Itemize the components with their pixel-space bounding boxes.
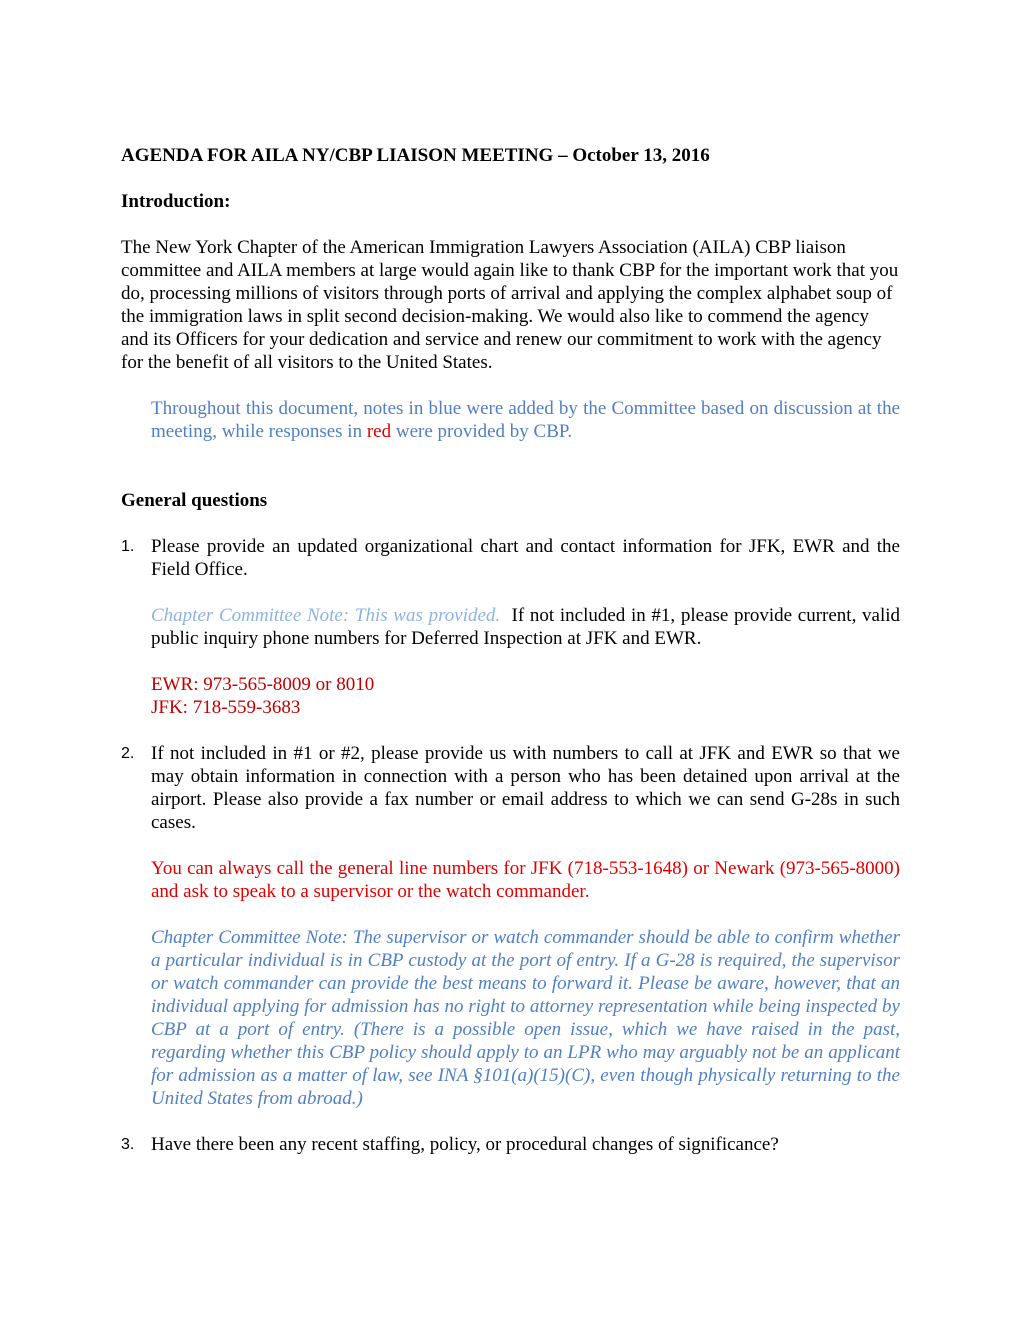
general-questions-heading: General questions	[121, 490, 268, 511]
item-question: Have there been any recent staffing, policy, or procedural changes of significance?	[151, 1134, 779, 1155]
cbp-response: You can always call the general line numbers for JFK (718-553-1648) or Newark (973-565-8000) and ask to speak to a supervisor or the watch commander.	[151, 858, 900, 902]
legend-text-end: were provided by CBP.	[391, 421, 573, 442]
color-legend	[151, 397, 900, 443]
intro-paragraph: The New York Chapter of the American Immigration Lawyers Association (AILA) CBP liaison committee and AILA members at large would again like to thank CBP for the important work that you do, processing millions of visitors through ports of arrival and applying the complex alphabet soup of the immigration laws in split second decision-making. We would also like to commend the agency and its Officers for your dedication and service and renew our commitment to work with the agency for the benefit of all visitors to the United States.	[121, 237, 899, 373]
item-followup	[151, 604, 905, 650]
intro-heading: Introduction:	[121, 191, 231, 212]
followup-text: If not included in #1, please provide current, valid public inquiry phone numbers for Deferred Inspection at JFK and EWR.	[151, 605, 905, 649]
item-number: 3.	[121, 1136, 135, 1153]
committee-note: Chapter Committee Note: The supervisor or watch commander should be able to confirm whether a particular individual is in CBP custody at the port of entry. If a G-28 is required, the supervisor or watch commander can provide the best means to forward it. Please be aware, however, that an individual applying for admission has no right to attorney representation while being inspected by CBP at a port of entry. (There is a possible open issue, which we have raised in the past, regarding whether this CBP policy should apply to an LPR who may arguably not be an applicant for admission as a matter of law, see INA §101(a)(15)(C), even though physically returning to the United States from abroad.)	[151, 927, 900, 1109]
cbp-response-line: EWR: 973-565-8009 or 8010	[151, 674, 375, 695]
cbp-response-line: JFK: 718-559-3683	[151, 697, 301, 718]
agenda-item-2	[121, 742, 900, 1110]
document-page	[121, 144, 905, 1156]
committee-note: Chapter Committee Note: This was provided.	[151, 605, 501, 626]
agenda-item-1	[121, 535, 905, 719]
legend-text: Throughout this document, notes in blue were added by the Committee based on discussion at the meeting, while responses in	[151, 398, 900, 442]
item-number: 2.	[121, 745, 135, 762]
item-number: 1.	[121, 538, 135, 555]
document-title: AGENDA FOR AILA NY/CBP LIAISON MEETING – October 13, 2016	[121, 145, 710, 166]
item-question: If not included in #1 or #2, please provide us with numbers to call at JFK and EWR so that we may obtain information in connection with a person who has been detained upon arrival at the airport. Please also provide a fax number or email address to which we can send G-28s in such cases.	[151, 743, 900, 833]
item-question: Please provide an updated organizational chart and contact information for JFK, EWR and the Field Office.	[151, 536, 900, 580]
legend-red-word: red	[366, 421, 392, 442]
agenda-item-3	[121, 1133, 900, 1156]
